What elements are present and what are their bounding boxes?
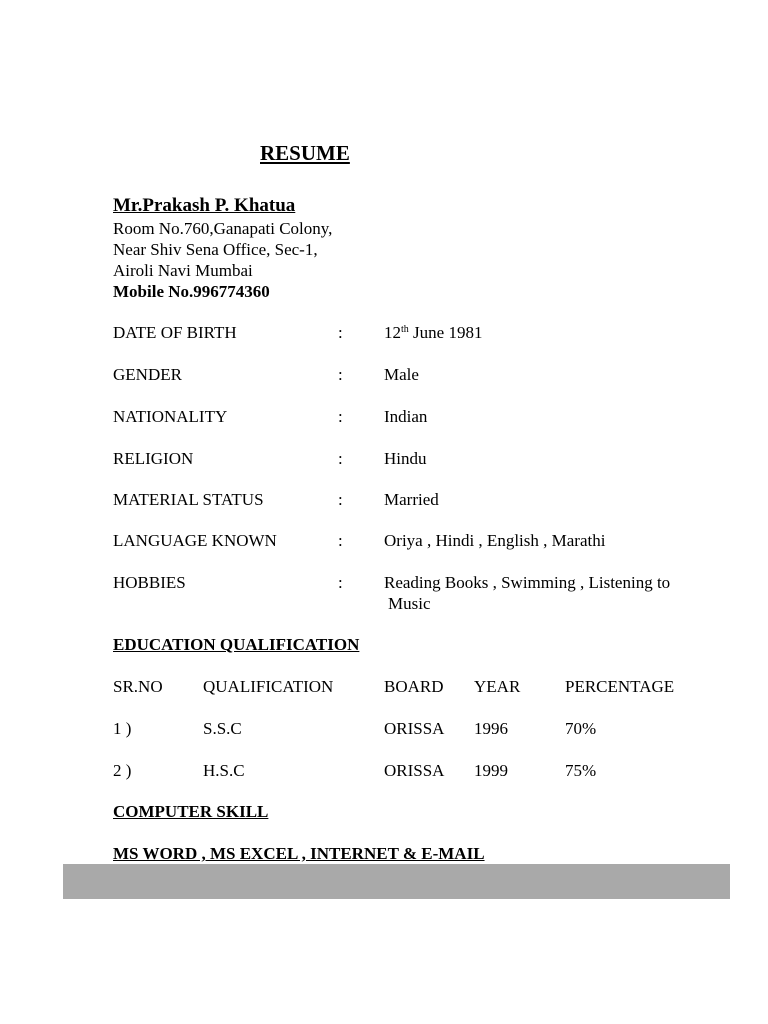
row-year: 1999: [474, 761, 508, 780]
hobbies-value-line-1: Reading Books , Swimming , Listening to: [384, 573, 671, 592]
marital-status-separator: :: [338, 490, 343, 509]
row-percentage: 75%: [565, 761, 597, 780]
header-board: BOARD: [384, 677, 444, 696]
header-srno: SR.NO: [113, 677, 163, 696]
marital-status-value: Married: [384, 490, 439, 509]
language-separator: :: [338, 531, 343, 550]
row-qualification: S.S.C: [203, 719, 242, 738]
nationality-label: NATIONALITY: [113, 407, 228, 426]
row-board: ORISSA: [384, 761, 445, 780]
header-year: YEAR: [474, 677, 521, 696]
mobile-number: Mobile No.996774360: [113, 282, 270, 301]
page-footer-bar: [63, 864, 730, 899]
marital-status-label: MATERIAL STATUS: [113, 490, 264, 509]
nationality-value: Indian: [384, 407, 428, 426]
row-board: ORISSA: [384, 719, 445, 738]
dob-suffix: th: [401, 324, 409, 335]
candidate-name: Mr.Prakash P. Khatua: [113, 195, 296, 216]
dob-label: DATE OF BIRTH: [113, 323, 237, 342]
row-percentage: 70%: [565, 719, 597, 738]
religion-value: Hindu: [384, 449, 427, 468]
gender-value: Male: [384, 365, 419, 384]
computer-skill-heading: COMPUTER SKILL: [113, 802, 269, 821]
row-srno: 2 ): [113, 761, 132, 780]
header-qualification: QUALIFICATION: [203, 677, 334, 696]
hobbies-separator: :: [338, 573, 343, 592]
religion-label: RELIGION: [113, 449, 194, 468]
education-heading: EDUCATION QUALIFICATION: [113, 635, 360, 654]
address-line-3: Airoli Navi Mumbai: [113, 261, 253, 280]
hobbies-value-line-2: Music: [388, 594, 431, 613]
dob-separator: :: [338, 323, 343, 342]
gender-label: GENDER: [113, 365, 182, 384]
gender-separator: :: [338, 365, 343, 384]
dob-day: 12: [384, 323, 401, 342]
dob-value: [384, 323, 482, 343]
language-label: LANGUAGE KNOWN: [113, 531, 277, 550]
address-line-1: Room No.760,Ganapati Colony,: [113, 219, 333, 238]
nationality-separator: :: [338, 407, 343, 426]
address-line-2: Near Shiv Sena Office, Sec-1,: [113, 240, 318, 259]
header-percentage: PERCENTAGE: [565, 677, 675, 696]
language-value: Oriya , Hindi , English , Marathi: [384, 531, 606, 550]
computer-skill-list: MS WORD , MS EXCEL , INTERNET & E-MAIL: [113, 844, 485, 863]
resume-title: RESUME: [260, 141, 350, 165]
hobbies-label: HOBBIES: [113, 573, 186, 592]
dob-rest: June 1981: [408, 323, 483, 342]
row-srno: 1 ): [113, 719, 132, 738]
row-qualification: H.S.C: [203, 761, 245, 780]
row-year: 1996: [474, 719, 508, 738]
religion-separator: :: [338, 449, 343, 468]
